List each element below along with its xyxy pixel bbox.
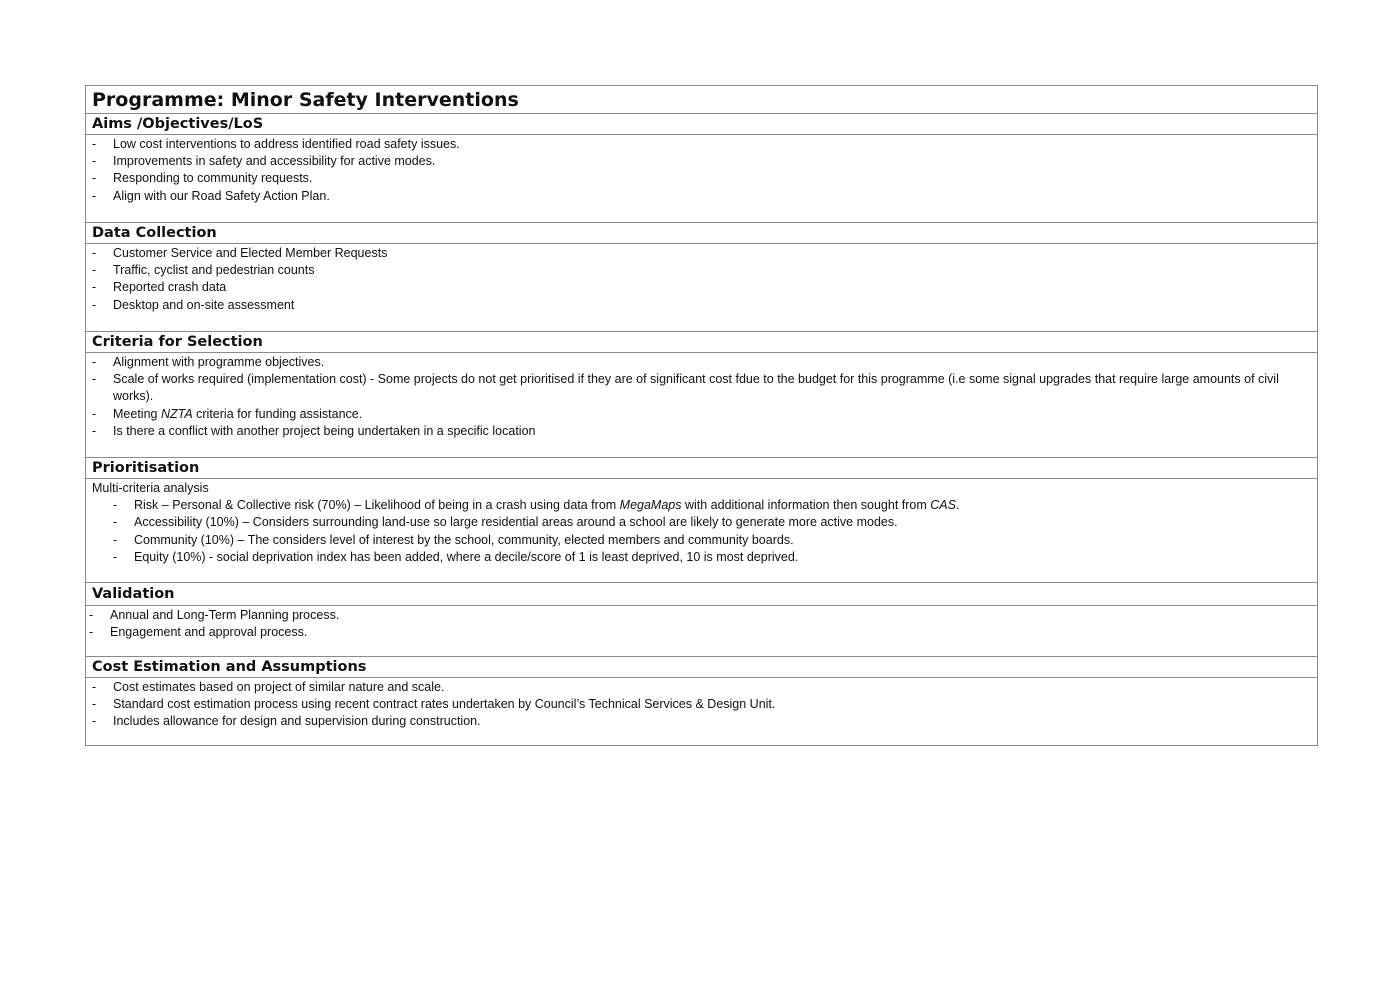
list-item: - Reported crash data <box>92 279 1297 296</box>
bullet-dash: - <box>89 625 94 640</box>
bullet-dash: - <box>113 549 118 564</box>
list-item: - Alignment with programme objectives. <box>92 354 1297 371</box>
list-item: - Cost estimates based on project of similar nature and scale. <box>92 679 1297 696</box>
bullet-dash: - <box>92 697 97 712</box>
bullet-dash: - <box>92 246 97 260</box>
section-heading-prioritisation: Prioritisation <box>86 458 1317 479</box>
bullet-dash: - <box>92 154 97 169</box>
bullet-dash: - <box>92 680 97 694</box>
section-body-data-collection <box>86 244 1317 332</box>
page-title: Programme: Minor Safety Interventions <box>86 86 1317 114</box>
bullet-dash: - <box>92 137 97 151</box>
list-item: - Includes allowance for design and supervision during construction. <box>92 713 1297 730</box>
list-item: - Align with our Road Safety Action Plan. <box>92 188 1297 205</box>
section-body-cost <box>86 678 1317 745</box>
bullet-dash: - <box>92 355 97 369</box>
list-item: - Is there a conflict with another project being undertaken in a specific location <box>92 423 1297 440</box>
programme-table <box>85 85 1318 746</box>
section-body-validation <box>86 606 1317 657</box>
list-item: - Desktop and on-site assessment <box>92 297 1297 314</box>
bullet-dash: - <box>92 280 97 295</box>
list-item: - Community (10%) – The considers level of interest by the school, community, elected members and community boards. <box>113 532 1297 549</box>
section-body-prioritisation <box>86 479 1317 583</box>
bullet-dash: - <box>113 498 118 513</box>
list-item: - Standard cost estimation process using recent contract rates undertaken by Council’s Technical Services & Design Unit. <box>92 696 1297 713</box>
data-collection-list <box>92 245 1297 314</box>
bullet-dash: - <box>92 171 97 186</box>
list-item: - Equity (10%) - social deprivation index has been added, where a decile/score of 1 is least deprived, 10 is most deprived. <box>113 549 1297 566</box>
section-heading-criteria: Criteria for Selection <box>86 332 1317 353</box>
aims-list <box>92 136 1297 205</box>
list-item: - Responding to community requests. <box>92 170 1297 187</box>
list-item: - Scale of works required (implementation cost) - Some projects do not get prioritised if they are of significant cost fdue to the budget for this programme (i.e some signal upgrades that require large amounts of civil works). <box>92 372 1279 404</box>
cost-list <box>92 679 1297 731</box>
list-item: - Engagement and approval process. <box>89 624 1297 641</box>
section-heading-validation: Validation <box>86 583 1317 606</box>
section-heading-data-collection: Data Collection <box>86 223 1317 244</box>
bullet-dash: - <box>89 608 94 622</box>
validation-list <box>89 607 1297 641</box>
criteria-list <box>92 354 1297 440</box>
bullet-dash: - <box>92 423 97 438</box>
bullet-dash: - <box>92 297 97 312</box>
bullet-dash: - <box>92 406 97 421</box>
list-item: - Risk – Personal & Collective risk (70%) – Likelihood of being in a crash using data from MegaMaps with additional information then sought from CAS. <box>113 497 1297 514</box>
bullet-dash: - <box>92 263 97 278</box>
list-item: - Customer Service and Elected Member Requests <box>92 245 1297 262</box>
section-heading-cost: Cost Estimation and Assumptions <box>86 657 1317 678</box>
bullet-dash: - <box>113 532 118 547</box>
section-body-aims <box>86 135 1317 223</box>
list-item: - Low cost interventions to address identified road safety issues. <box>92 136 1297 153</box>
list-item: - Improvements in safety and accessibility for active modes. <box>92 153 1297 170</box>
bullet-dash: - <box>92 188 97 203</box>
section-heading-aims: Aims /Objectives/LoS <box>86 114 1317 135</box>
prioritisation-lead: Multi-criteria analysis <box>92 481 209 495</box>
bullet-dash: - <box>92 714 97 729</box>
section-body-criteria <box>86 353 1317 458</box>
list-item: - Meeting NZTA criteria for funding assistance. <box>92 406 1297 423</box>
list-item: - Accessibility (10%) – Considers surrounding land-use so large residential areas around a school are likely to generate more active modes. <box>113 514 1297 531</box>
bullet-dash: - <box>92 372 97 387</box>
list-item: - Traffic, cyclist and pedestrian counts <box>92 262 1297 279</box>
prioritisation-list <box>92 497 1297 566</box>
list-item: - Annual and Long-Term Planning process. <box>89 607 1297 624</box>
bullet-dash: - <box>113 515 118 530</box>
